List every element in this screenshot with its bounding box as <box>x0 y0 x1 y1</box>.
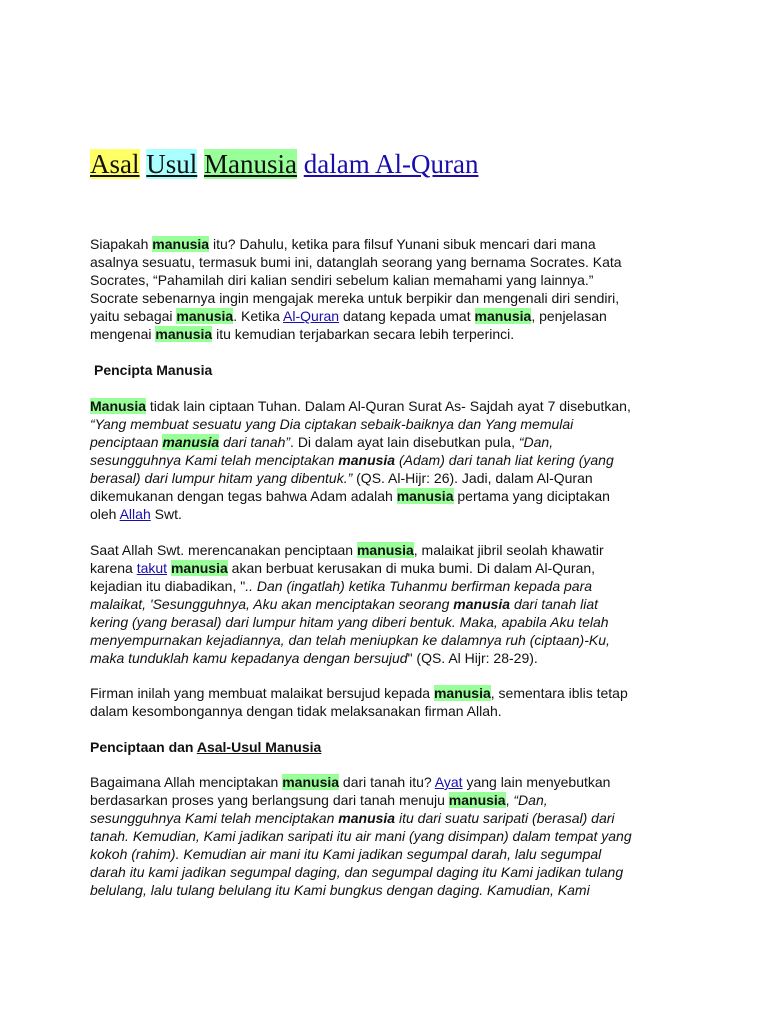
link-takut[interactable]: takut <box>136 560 168 576</box>
keyword-highlight: Manusia <box>90 398 147 414</box>
keyword-italic: manusia <box>338 452 396 468</box>
keyword-highlight: manusia <box>282 774 340 790</box>
keyword-highlight: manusia <box>433 685 491 701</box>
keyword-highlight: manusia <box>155 326 213 342</box>
keyword-highlight: manusia <box>356 542 414 558</box>
title-word-usul[interactable]: Usul <box>146 149 198 179</box>
paragraph-pencipta: Manusia tidak lain ciptaan Tuhan. Dalam Al-Quran Surat As- Sajdah ayat 7 disebutkan, “Yang membuat sesuatu yang Dia ciptakan sebaik-baiknya dan Yang memulai penciptaan manusia dari tanah”. Di dalam ayat lain disebutkan pula, “Dan, sesungguhnya Kami telah menciptakan manusia (Adam) dari tanah liat kering (yang berasal) dari lumpur hitam yang dibentuk.” (QS. Al-Hijr: 26). Jadi, dalam Al-Quran dikemukanan dengan tegas bahwa Adam adalah manusia pertama yang diciptakan oleh Allah Swt. <box>90 398 631 522</box>
keyword-highlight: manusia <box>176 308 234 324</box>
page-title <box>90 147 478 181</box>
link-asal-usul-manusia[interactable]: Asal-Usul Manusia <box>196 739 322 755</box>
keyword-highlight: manusia <box>396 488 454 504</box>
keyword-highlight: manusia <box>448 792 506 808</box>
keyword-italic: manusia <box>338 810 396 826</box>
title-word-manusia[interactable]: Manusia <box>204 149 297 179</box>
paragraph-proses: Bagaimana Allah menciptakan manusia dari tanah itu? Ayat yang lain menyebutkan berdasarkan proses yang berlangsung dari tanah menuju manusia, “Dan, sesungguhnya Kami telah menciptakan manusia itu dari suatu saripati (berasal) dari tanah. Kemudian, Kami jadikan saripati itu air mani (yang disimpan) dalam tempat yang kokoh (rahim). Kemudian air mani itu Kami jadikan segumpal darah, lalu segumpal darah itu kami jadikan segumpal daging, dan segumpal daging itu Kami jadikan tulang belulang, lalu tulang belulang itu Kami bungkus dengan daging. Kamudian, Kami <box>90 774 632 898</box>
keyword-highlight: manusia <box>474 308 532 324</box>
paragraph-intro: Siapakah manusia itu? Dahulu, ketika para filsuf Yunani sibuk mencari dari mana asalnya sesuatu, termasuk bumi ini, datanglah seorang yang bernama Socrates. Kata Socrates, “Pahamilah diri kalian sendiri sebelum kalian memahami yang lainnya.” Socrate sebenarnya ingin mengajak mereka untuk berpikir dan mengenali diri sendiri, yaitu sebagai manusia. Ketika Al-Quran datang kepada umat manusia, penjelasan mengenai manusia itu kemudian terjabarkan secara lebih terperinci. <box>90 236 622 342</box>
paragraph-firman: Firman inilah yang membuat malaikat bersujud kepada manusia, sementara iblis tetap dalam kesombongannya dengan tidak melaksanakan firman Allah. <box>90 685 628 719</box>
keyword-highlight: manusia <box>170 560 228 576</box>
keyword-italic: manusia <box>453 596 511 612</box>
link-al-quran[interactable]: Al-Quran <box>283 308 340 324</box>
keyword-highlight: manusia <box>162 434 220 450</box>
paragraph-malaikat: Saat Allah Swt. merencanakan penciptaan manusia, malaikat jibril seolah khawatir karena takut manusia akan berbuat kerusakan di muka bumi. Di dalam Al-Quran, kejadian itu diabadikan, ".. Dan (ingatlah) ketika Tuhanmu berfirman kepada para malaikat, 'Sesungguhnya, Aku akan menciptakan seorang manusia dari tanah liat kering (yang berasal) dari lumpur hitam yang diberi bentuk. Maka, apabila Aku telah menyempurnakan kejadiannya, dan telah meniupkan ke dalamnya ruh (ciptaan)-Ku, maka tunduklah kamu kepadanya dengan bersujud" (QS. Al Hijr: 28-29). <box>90 542 610 666</box>
section-heading-penciptaan: Penciptaan dan Asal-Usul Manusia <box>90 739 322 755</box>
keyword-highlight: manusia <box>152 236 210 252</box>
link-ayat[interactable]: Ayat <box>434 774 463 790</box>
section-heading-pencipta: Pencipta Manusia <box>94 362 213 378</box>
title-word-asal[interactable]: Asal <box>90 149 140 179</box>
title-link-rest[interactable]: dalam Al-Quran <box>303 149 479 179</box>
link-allah[interactable]: Allah <box>119 506 151 522</box>
